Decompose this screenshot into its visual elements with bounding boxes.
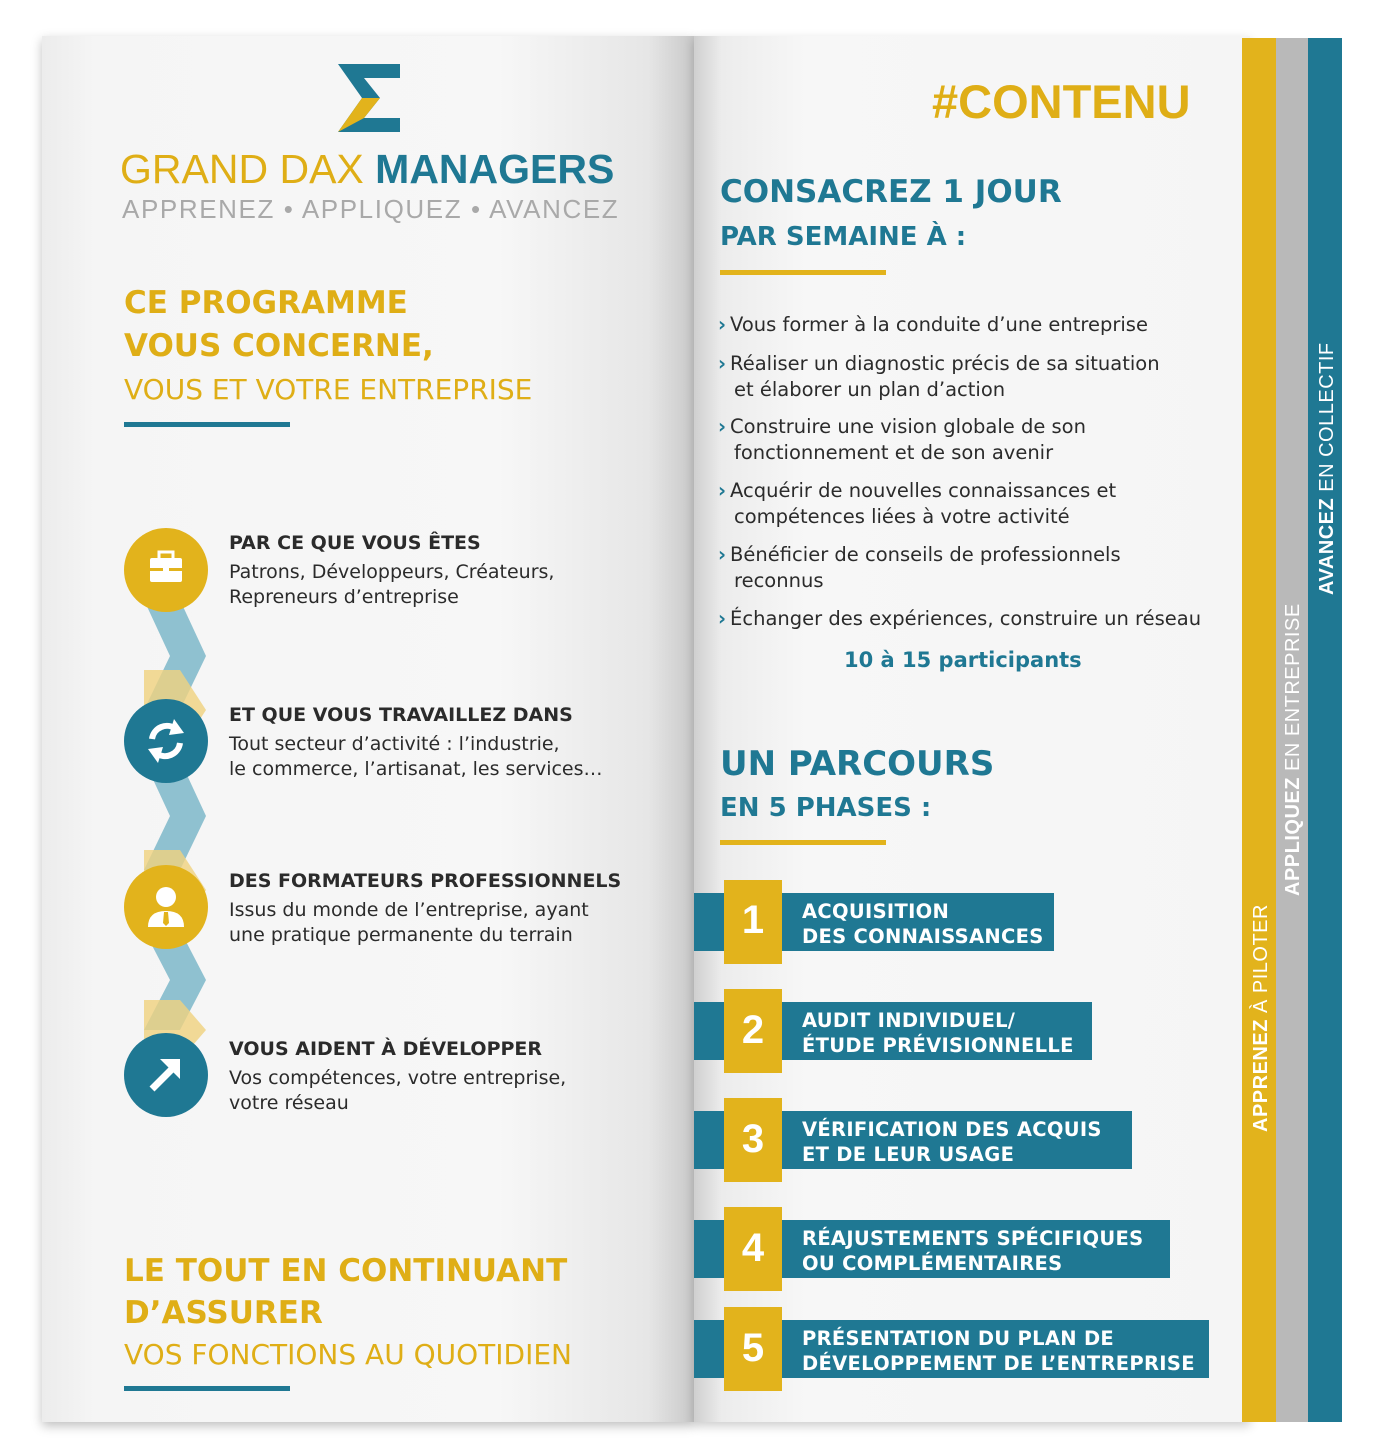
list-item: › Bénéficier de conseils de professionnels reconnus [718,543,1121,592]
phase-number: 3 [741,1117,765,1161]
refresh-circle [124,699,208,783]
phase-number: 2 [741,1008,765,1052]
left-footer: LE TOUT EN CONTINUANT D’ASSURER VOS FONCTIONS AU QUOTIDIEN [124,1253,572,1371]
list-item: › Construire une vision globale de son fonctionnement et de son avenir [718,415,1086,464]
phase-label: ACQUISITION DES CONNAISSANCES [802,900,1044,948]
zigzag-ribbon [120,560,220,1090]
tab-apprenez-label: APPRENEZ À PILOTER [1250,904,1272,1132]
tab-appliquez [1276,38,1308,1422]
phase-label: VÉRIFICATION DES ACQUIS ET DE LEUR USAGE [802,1118,1102,1166]
left-footer-rule [124,1386,290,1391]
left-item-1: PAR CE QUE VOUS ÊTES Patrons, Développeurs, Créateurs, Repreneurs d’entreprise [229,532,555,608]
arrow-circle [124,1033,208,1117]
phase-label: RÉAJUSTEMENTS SPÉCIFIQUES OU COMPLÉMENTAIRES [802,1227,1144,1275]
list-item: › Réaliser un diagnostic précis de sa situation et élaborer un plan d’action [718,352,1160,401]
phase-number: 4 [741,1226,765,1270]
tab-appliquez-label: APPLIQUEZ EN ENTREPRISE [1282,603,1304,896]
section1-subtitle: PAR SEMAINE À : [720,222,967,252]
sigma-logo-icon [338,64,402,134]
person-icon [124,865,208,949]
list-item: › Vous former à la conduite d’une entreprise [718,313,1148,336]
participants-count: 10 à 15 participants [844,648,1082,672]
list-item: › Acquérir de nouvelles connaissances et compétences liées à votre activité [718,479,1117,528]
person-circle [124,865,208,949]
section1-rule [720,270,886,275]
list-item: › Échanger des expériences, construire un réseau [718,607,1202,630]
tab-avancez [1308,38,1342,1422]
tab-apprenez [1242,38,1276,1422]
refresh-icon [124,699,208,783]
briefcase-circle [124,528,208,612]
left-item-4: VOUS AIDENT À DÉVELOPPER Vos compétences, votre entreprise, votre réseau [229,1038,567,1114]
phase-number: 5 [741,1326,765,1370]
brand-tagline: APPRENEZ • APPLIQUEZ • AVANCEZ [122,194,620,224]
phase-label: AUDIT INDIVIDUEL/ ÉTUDE PRÉVISIONNELLE [802,1009,1074,1057]
left-item-2: ET QUE VOUS TRAVAILLEZ DANS Tout secteur d’activité : l’industrie, le commerce, l’artisanat, les services… [229,704,603,780]
section1-title: CONSACREZ 1 JOUR [720,174,1062,210]
phase-label: PRÉSENTATION DU PLAN DE DÉVELOPPEMENT DE L’ENTREPRISE [802,1327,1195,1375]
arrow-up-right-icon [124,1033,208,1117]
tab-avancez-label: AVANCEZ EN COLLECTIF [1316,342,1338,595]
hashtag-title: #CONTENU [932,75,1191,128]
phase-number: 1 [741,898,765,942]
left-headline-rule [124,422,290,427]
section2-title: UN PARCOURS [720,744,995,784]
section2-rule [720,840,886,845]
brand-name: GRAND DAX MANAGERS [120,146,615,192]
left-item-3: DES FORMATEURS PROFESSIONNELS Issus du monde de l’entreprise, ayant une pratique permanente du terrain [229,870,622,946]
section2-subtitle: EN 5 PHASES : [720,793,932,823]
briefcase-icon [124,528,208,612]
left-headline: CE PROGRAMME VOUS CONCERNE, VOUS ET VOTRE ENTREPRISE [124,285,533,406]
